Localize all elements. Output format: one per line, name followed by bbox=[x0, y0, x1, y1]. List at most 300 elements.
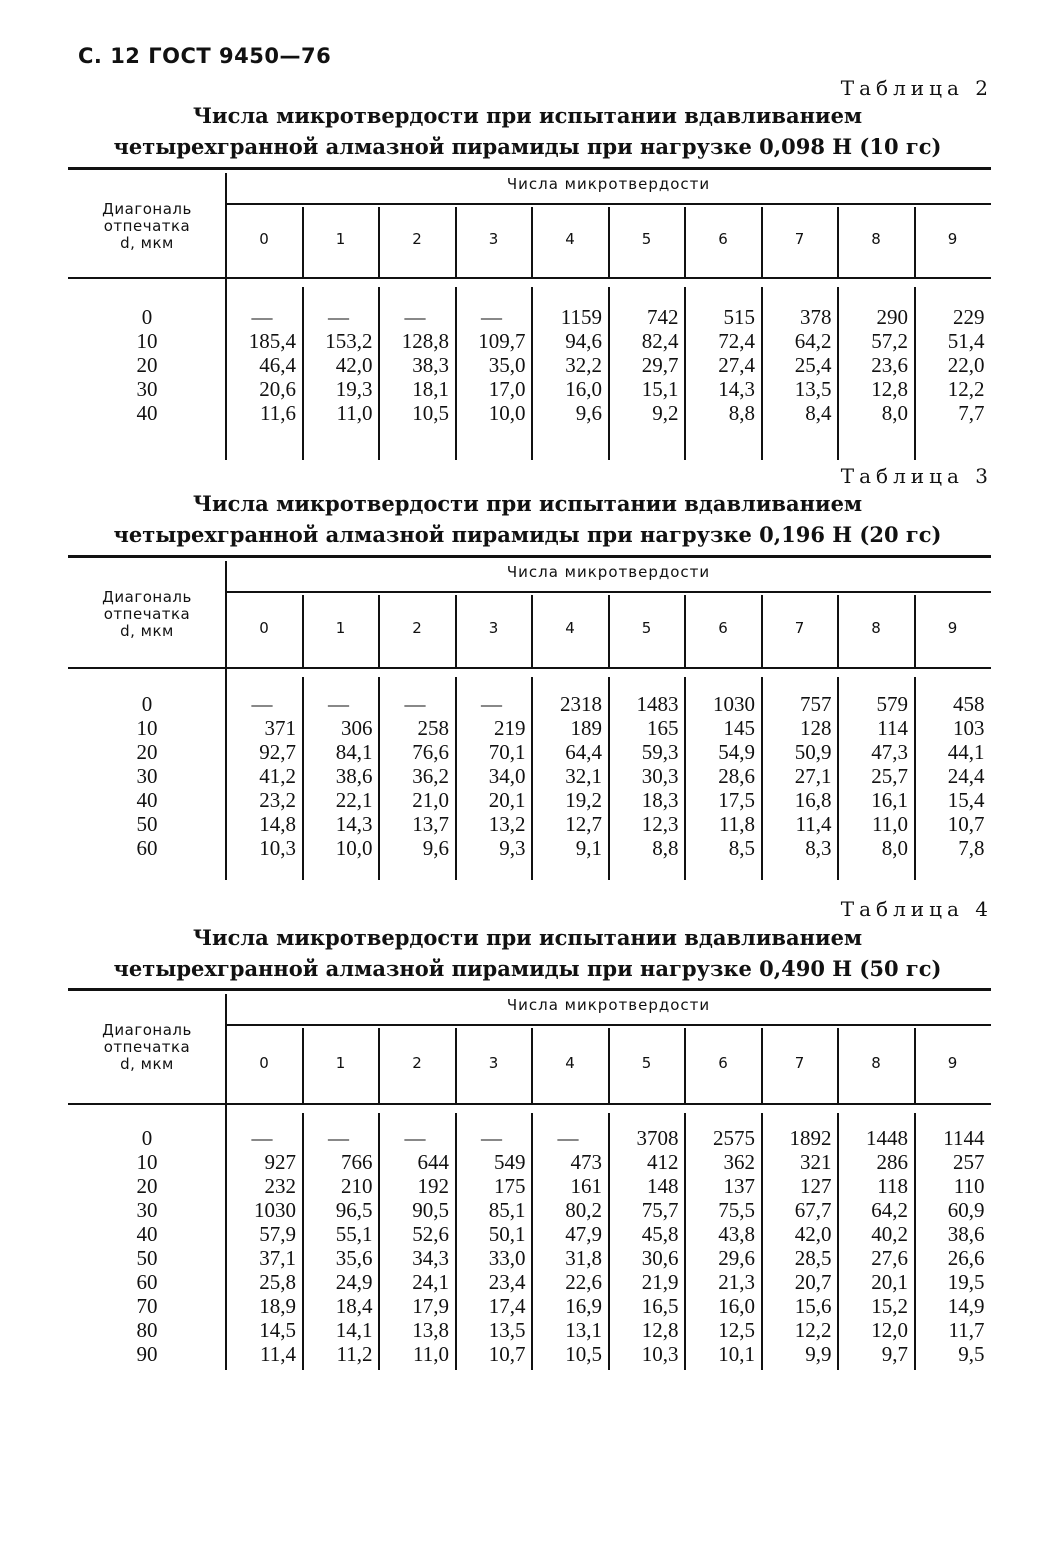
table-cell: 16,1 bbox=[871, 788, 908, 812]
table-cell: 21,0 bbox=[412, 788, 449, 812]
column-divider bbox=[684, 287, 686, 460]
table-cell: 23,6 bbox=[871, 353, 908, 377]
table-cell: 9,3 bbox=[499, 836, 526, 860]
column-divider bbox=[378, 287, 380, 460]
table-cell: 15,1 bbox=[641, 377, 679, 401]
column-divider bbox=[761, 287, 763, 460]
table-cell: 8,5 bbox=[728, 836, 755, 860]
table-cell: 9,6 bbox=[422, 836, 449, 860]
column-divider bbox=[914, 677, 916, 880]
column-header: 6 bbox=[718, 619, 728, 637]
group-header-rule bbox=[226, 591, 991, 593]
row-diagonal-value: 10 bbox=[136, 329, 158, 353]
table-cell: 19,5 bbox=[947, 1270, 985, 1294]
column-divider bbox=[302, 677, 304, 880]
table-cell: 362 bbox=[723, 1150, 755, 1174]
table-label: Таблица 2 bbox=[840, 76, 993, 100]
column-header: 7 bbox=[794, 230, 805, 248]
column-divider bbox=[302, 287, 304, 460]
table-cell: 23,2 bbox=[259, 788, 296, 812]
table-cell: 18,4 bbox=[335, 1294, 373, 1318]
table-cell: 22,6 bbox=[565, 1270, 602, 1294]
column-header: 2 bbox=[412, 230, 422, 248]
row-header-line: d, мкм bbox=[120, 1055, 174, 1073]
table-cell: 12,5 bbox=[718, 1318, 755, 1342]
column-header: 5 bbox=[641, 1054, 652, 1072]
table-cell: 64,2 bbox=[794, 329, 832, 353]
table-cell: 13,1 bbox=[565, 1318, 602, 1342]
table-title-line: четырехгранной алмазной пирамиды при нагрузке 0,490 Н (50 гс) bbox=[113, 956, 942, 981]
table-cell: 229 bbox=[953, 305, 985, 329]
column-divider bbox=[914, 1113, 916, 1370]
column-group-header: Числа микротвердости bbox=[506, 996, 711, 1014]
column-header: 8 bbox=[871, 1054, 881, 1072]
table-cell: 114 bbox=[877, 716, 908, 740]
table-cell: 13,2 bbox=[488, 812, 526, 836]
row-header bbox=[68, 589, 226, 640]
table-cell: 1483 bbox=[636, 692, 679, 716]
table-cell: 75,5 bbox=[718, 1198, 755, 1222]
table-cell: 64,4 bbox=[565, 740, 602, 764]
table-title-line: Числа микротвердости при испытании вдавливанием bbox=[192, 103, 863, 128]
table-cell: 24,9 bbox=[335, 1270, 373, 1294]
header-bottom-rule bbox=[68, 277, 991, 279]
table-cell: 11,6 bbox=[260, 401, 296, 425]
table-cell: 41,2 bbox=[259, 764, 296, 788]
table-cell: 13,7 bbox=[412, 812, 449, 836]
table-cell: 29,6 bbox=[718, 1246, 755, 1270]
column-header: 0 bbox=[259, 1054, 269, 1072]
table-cell: 12,8 bbox=[871, 377, 908, 401]
table-cell: 10,5 bbox=[412, 401, 449, 425]
table-cell: 9,7 bbox=[881, 1342, 908, 1366]
table-cell: 371 bbox=[264, 716, 296, 740]
table-cell: 290 bbox=[876, 305, 908, 329]
table-cell: 35,0 bbox=[488, 353, 526, 377]
table-cell: 110 bbox=[953, 1174, 985, 1198]
column-divider bbox=[302, 1113, 304, 1370]
table-cell: 458 bbox=[953, 692, 985, 716]
table-cell: 8,8 bbox=[728, 401, 755, 425]
table-cell: 185,4 bbox=[248, 329, 296, 353]
table-cell: 12,8 bbox=[641, 1318, 679, 1342]
table-cell: 60,9 bbox=[947, 1198, 985, 1222]
table-cell: — bbox=[481, 692, 502, 716]
table-cell: 10,7 bbox=[488, 1342, 526, 1366]
table-cell: 92,7 bbox=[259, 740, 296, 764]
table-top-rule bbox=[68, 988, 991, 991]
table-cell: 11,0 bbox=[872, 812, 908, 836]
table-cell: 148 bbox=[647, 1174, 679, 1198]
table-cell: 18,3 bbox=[641, 788, 679, 812]
table-cell: 232 bbox=[264, 1174, 296, 1198]
column-divider bbox=[914, 287, 916, 460]
table-cell: 16,0 bbox=[565, 377, 602, 401]
table-cell: 9,2 bbox=[652, 401, 679, 425]
data-table bbox=[68, 988, 991, 1370]
table-cell: — bbox=[481, 305, 502, 329]
group-header-rule bbox=[226, 203, 991, 205]
column-divider bbox=[531, 677, 533, 880]
table-cell: — bbox=[328, 692, 349, 716]
table-cell: 34,3 bbox=[412, 1246, 449, 1270]
table-cell: 11,0 bbox=[336, 401, 373, 425]
table-cell: 13,5 bbox=[794, 377, 832, 401]
table-cell: 96,5 bbox=[335, 1198, 373, 1222]
group-header-rule bbox=[226, 1024, 991, 1026]
table-cell: 16,5 bbox=[641, 1294, 679, 1318]
table-cell: 137 bbox=[723, 1174, 755, 1198]
table-cell: 76,6 bbox=[412, 740, 449, 764]
table-cell: 14,5 bbox=[259, 1318, 296, 1342]
column-group-header: Числа микротвердости bbox=[506, 563, 711, 581]
table-cell: 9,5 bbox=[958, 1342, 985, 1366]
table-cell: 22,1 bbox=[335, 788, 373, 812]
row-header-line: Диагональ bbox=[102, 200, 192, 218]
page-header: С. 12 ГОСТ 9450—76 bbox=[78, 44, 332, 68]
row-diagonal-value: 40 bbox=[136, 1222, 158, 1246]
column-header: 5 bbox=[641, 230, 652, 248]
table-cell: 42,0 bbox=[794, 1222, 832, 1246]
column-header: 3 bbox=[488, 230, 499, 248]
table-cell: 57,9 bbox=[259, 1222, 296, 1246]
table-cell: 42,0 bbox=[335, 353, 373, 377]
table-cell: 742 bbox=[647, 305, 679, 329]
table-cell: 10,1 bbox=[718, 1342, 755, 1366]
table-cell: 145 bbox=[723, 716, 755, 740]
row-diagonal-value: 0 bbox=[141, 692, 153, 716]
table-cell: 165 bbox=[647, 716, 679, 740]
table-cell: — bbox=[404, 305, 426, 329]
row-diagonal-value: 80 bbox=[136, 1318, 158, 1342]
table-cell: 85,1 bbox=[488, 1198, 526, 1222]
table-cell: 26,6 bbox=[947, 1246, 985, 1270]
table-cell: 9,9 bbox=[805, 1342, 832, 1366]
table-cell: 12,7 bbox=[565, 812, 602, 836]
table-cell: — bbox=[251, 305, 273, 329]
table-cell: 15,2 bbox=[871, 1294, 908, 1318]
row-diagonal-value: 50 bbox=[136, 1246, 158, 1270]
column-divider bbox=[837, 677, 839, 880]
table-cell: 11,8 bbox=[719, 812, 755, 836]
table-cell: 52,6 bbox=[412, 1222, 449, 1246]
column-divider bbox=[837, 1113, 839, 1370]
column-header: 7 bbox=[794, 619, 805, 637]
row-diagonal-value: 0 bbox=[141, 1126, 153, 1150]
row-header-line: d, мкм bbox=[120, 622, 174, 640]
table-cell: 29,7 bbox=[641, 353, 679, 377]
table-cell: 17,4 bbox=[488, 1294, 526, 1318]
table-cell: 8,8 bbox=[652, 836, 679, 860]
table-top-rule bbox=[68, 167, 991, 170]
header-bottom-rule bbox=[68, 1103, 991, 1105]
column-header: 0 bbox=[259, 230, 269, 248]
table-title bbox=[0, 922, 1055, 984]
table-cell: — bbox=[328, 305, 349, 329]
row-diagonal-value: 40 bbox=[136, 788, 158, 812]
table-cell: 37,1 bbox=[259, 1246, 296, 1270]
column-divider bbox=[761, 677, 763, 880]
column-header: 2 bbox=[412, 619, 422, 637]
table-cell: 12,0 bbox=[871, 1318, 908, 1342]
table-cell: 1892 bbox=[789, 1126, 832, 1150]
row-diagonal-value: 20 bbox=[136, 740, 158, 764]
table-title-line: четырехгранной алмазной пирамиды при нагрузке 0,098 Н (10 гс) bbox=[113, 134, 942, 159]
table-cell: 20,7 bbox=[794, 1270, 832, 1294]
table-cell: 11,4 bbox=[795, 812, 832, 836]
column-divider bbox=[837, 287, 839, 460]
table-cell: 35,6 bbox=[335, 1246, 373, 1270]
column-header: 5 bbox=[641, 619, 652, 637]
table-cell: 57,2 bbox=[871, 329, 908, 353]
table-cell: 8,0 bbox=[881, 401, 908, 425]
table-cell: 24,4 bbox=[947, 764, 985, 788]
column-header: 7 bbox=[794, 1054, 805, 1072]
table-cell: 103 bbox=[953, 716, 985, 740]
column-divider bbox=[608, 287, 610, 460]
column-header: 3 bbox=[488, 1054, 499, 1072]
table-cell: 128 bbox=[800, 716, 832, 740]
table-cell: 17,9 bbox=[412, 1294, 449, 1318]
table-cell: 210 bbox=[341, 1174, 373, 1198]
row-diagonal-value: 30 bbox=[136, 377, 158, 401]
table-cell: 32,2 bbox=[565, 353, 602, 377]
table-cell: 32,1 bbox=[565, 764, 602, 788]
table-title-line: четырехгранной алмазной пирамиды при нагрузке 0,196 Н (20 гс) bbox=[113, 522, 942, 547]
table-cell: 12,2 bbox=[794, 1318, 832, 1342]
table-cell: 17,5 bbox=[718, 788, 755, 812]
table-cell: 7,7 bbox=[958, 401, 985, 425]
table-title bbox=[0, 100, 1055, 162]
table-cell: 9,6 bbox=[575, 401, 602, 425]
table-cell: 128,8 bbox=[401, 329, 449, 353]
table-cell: 33,0 bbox=[488, 1246, 526, 1270]
row-diagonal-value: 30 bbox=[136, 764, 158, 788]
table-cell: 47,9 bbox=[565, 1222, 602, 1246]
table-cell: 15,4 bbox=[947, 788, 985, 812]
table-cell: 412 bbox=[647, 1150, 679, 1174]
table-cell: 286 bbox=[876, 1150, 908, 1174]
column-header: 4 bbox=[565, 619, 575, 637]
table-cell: 16,0 bbox=[718, 1294, 755, 1318]
column-divider bbox=[455, 287, 457, 460]
table-cell: 2318 bbox=[560, 692, 602, 716]
table-cell: 644 bbox=[417, 1150, 449, 1174]
table-cell: 11,7 bbox=[948, 1318, 985, 1342]
table-cell: 50,1 bbox=[488, 1222, 526, 1246]
table-cell: 321 bbox=[800, 1150, 832, 1174]
table-cell: 118 bbox=[877, 1174, 908, 1198]
table-cell: 72,4 bbox=[718, 329, 755, 353]
table-cell: 80,2 bbox=[565, 1198, 602, 1222]
table-cell: 766 bbox=[341, 1150, 373, 1174]
column-header: 1 bbox=[335, 230, 346, 248]
table-cell: 20,1 bbox=[871, 1270, 908, 1294]
table-cell: 50,9 bbox=[794, 740, 832, 764]
column-divider bbox=[531, 287, 533, 460]
table-cell: 757 bbox=[800, 692, 832, 716]
row-header-line: отпечатка bbox=[103, 1038, 191, 1056]
table-cell: 515 bbox=[723, 305, 755, 329]
column-header: 3 bbox=[488, 619, 499, 637]
table-cell: 10,7 bbox=[947, 812, 985, 836]
table-cell: 258 bbox=[417, 716, 449, 740]
table-cell: 12,2 bbox=[947, 377, 985, 401]
column-header: 9 bbox=[947, 230, 958, 248]
column-header: 9 bbox=[947, 619, 958, 637]
column-header: 6 bbox=[718, 230, 728, 248]
table-cell: 14,8 bbox=[259, 812, 296, 836]
row-header-line: d, мкм bbox=[120, 234, 174, 252]
table-cell: 219 bbox=[494, 716, 526, 740]
table-cell: 14,1 bbox=[335, 1318, 373, 1342]
table-cell: 90,5 bbox=[412, 1198, 449, 1222]
table-label: Таблица 4 bbox=[840, 897, 993, 921]
table-cell: 67,7 bbox=[794, 1198, 832, 1222]
table-cell: 20,6 bbox=[259, 377, 296, 401]
data-table bbox=[68, 167, 991, 460]
table-cell: 40,2 bbox=[871, 1222, 908, 1246]
table-cell: — bbox=[251, 692, 273, 716]
table-cell: — bbox=[481, 1126, 502, 1150]
column-divider bbox=[455, 1113, 457, 1370]
table-cell: 2575 bbox=[713, 1126, 755, 1150]
table-cell: — bbox=[404, 692, 426, 716]
table-cell: 25,7 bbox=[871, 764, 908, 788]
table-cell: 15,6 bbox=[794, 1294, 832, 1318]
table-cell: 378 bbox=[800, 305, 832, 329]
column-header: 9 bbox=[947, 1054, 958, 1072]
column-divider bbox=[608, 1113, 610, 1370]
table-cell: 27,1 bbox=[794, 764, 832, 788]
column-header: 8 bbox=[871, 619, 881, 637]
table-cell: 8,3 bbox=[805, 836, 832, 860]
column-divider bbox=[761, 1113, 763, 1370]
table-cell: 7,8 bbox=[958, 836, 985, 860]
table-cell: 10,5 bbox=[565, 1342, 602, 1366]
table-cell: 51,4 bbox=[947, 329, 985, 353]
table-cell: 927 bbox=[264, 1150, 296, 1174]
table-cell: 24,1 bbox=[412, 1270, 449, 1294]
column-header: 8 bbox=[871, 230, 881, 248]
table-cell: 47,3 bbox=[871, 740, 908, 764]
row-diagonal-value: 60 bbox=[136, 1270, 158, 1294]
table-cell: 59,3 bbox=[641, 740, 679, 764]
table-cell: 127 bbox=[800, 1174, 832, 1198]
table-cell: 10,3 bbox=[641, 1342, 679, 1366]
table-cell: 16,8 bbox=[794, 788, 832, 812]
row-header bbox=[68, 1022, 226, 1073]
table-cell: 27,6 bbox=[871, 1246, 908, 1270]
table-cell: 1030 bbox=[713, 692, 755, 716]
table-cell: 189 bbox=[570, 716, 602, 740]
table-cell: 16,9 bbox=[565, 1294, 602, 1318]
table-cell: 84,1 bbox=[335, 740, 373, 764]
table-cell: 82,4 bbox=[641, 329, 679, 353]
table-cell: 109,7 bbox=[478, 329, 526, 353]
table-cell: 64,2 bbox=[871, 1198, 908, 1222]
table-cell: 10,0 bbox=[335, 836, 373, 860]
table-cell: 19,2 bbox=[565, 788, 602, 812]
row-header bbox=[68, 201, 226, 252]
table-cell: 153,2 bbox=[325, 329, 373, 353]
table-cell: 10,0 bbox=[488, 401, 526, 425]
table-cell: 579 bbox=[876, 692, 908, 716]
table-cell: 54,9 bbox=[718, 740, 755, 764]
table-cell: 38,6 bbox=[335, 764, 373, 788]
table-cell: 21,9 bbox=[641, 1270, 679, 1294]
table-cell: — bbox=[251, 1126, 273, 1150]
table-cell: 11,4 bbox=[260, 1342, 296, 1366]
row-header-line: отпечатка bbox=[103, 605, 191, 623]
table-cell: 27,4 bbox=[718, 353, 755, 377]
column-divider bbox=[684, 1113, 686, 1370]
row-diagonal-value: 50 bbox=[136, 812, 158, 836]
table-cell: 34,0 bbox=[488, 764, 526, 788]
row-diagonal-value: 20 bbox=[136, 1174, 158, 1198]
column-divider bbox=[378, 1113, 380, 1370]
table-cell: 28,6 bbox=[718, 764, 755, 788]
table-cell: 70,1 bbox=[488, 740, 526, 764]
table-cell: 30,6 bbox=[641, 1246, 679, 1270]
column-divider bbox=[608, 677, 610, 880]
table-cell: 473 bbox=[570, 1150, 602, 1174]
table-cell: 22,0 bbox=[947, 353, 985, 377]
table-cell: 1144 bbox=[943, 1126, 985, 1150]
table-top-rule bbox=[68, 555, 991, 558]
column-header: 4 bbox=[565, 230, 575, 248]
table-title-line: Числа микротвердости при испытании вдавливанием bbox=[192, 925, 863, 950]
table-cell: 21,3 bbox=[718, 1270, 755, 1294]
column-divider bbox=[684, 677, 686, 880]
table-cell: 8,0 bbox=[881, 836, 908, 860]
table-cell: 30,3 bbox=[641, 764, 679, 788]
column-header: 4 bbox=[565, 1054, 575, 1072]
data-table bbox=[68, 555, 991, 880]
table-cell: 14,3 bbox=[335, 812, 373, 836]
table-cell: 257 bbox=[953, 1150, 985, 1174]
row-diagonal-value: 0 bbox=[141, 305, 153, 329]
table-cell: 12,3 bbox=[641, 812, 679, 836]
table-cell: 3708 bbox=[636, 1126, 679, 1150]
table-cell: 10,3 bbox=[259, 836, 296, 860]
table-cell: 44,1 bbox=[947, 740, 985, 764]
table-cell: 43,8 bbox=[718, 1222, 755, 1246]
table-cell: 8,4 bbox=[805, 401, 832, 425]
row-diagonal-value: 60 bbox=[136, 836, 158, 860]
table-cell: 20,1 bbox=[488, 788, 526, 812]
table-cell: 11,0 bbox=[413, 1342, 449, 1366]
table-cell: 18,1 bbox=[412, 377, 449, 401]
table-cell: 17,0 bbox=[488, 377, 526, 401]
table-cell: 18,9 bbox=[259, 1294, 296, 1318]
column-divider bbox=[378, 677, 380, 880]
column-group-header: Числа микротвердости bbox=[506, 175, 711, 193]
table-cell: 46,4 bbox=[259, 353, 296, 377]
column-header: 1 bbox=[335, 619, 346, 637]
row-header-line: отпечатка bbox=[103, 217, 191, 235]
table-cell: — bbox=[557, 1126, 579, 1150]
table-cell: 25,8 bbox=[259, 1270, 296, 1294]
table-cell: — bbox=[328, 1126, 349, 1150]
column-divider bbox=[531, 1113, 533, 1370]
table-cell: 45,8 bbox=[641, 1222, 679, 1246]
table-title bbox=[0, 488, 1055, 550]
table-cell: 1448 bbox=[866, 1126, 908, 1150]
column-divider bbox=[455, 677, 457, 880]
table-cell: 23,4 bbox=[488, 1270, 526, 1294]
table-label: Таблица 3 bbox=[840, 464, 993, 488]
